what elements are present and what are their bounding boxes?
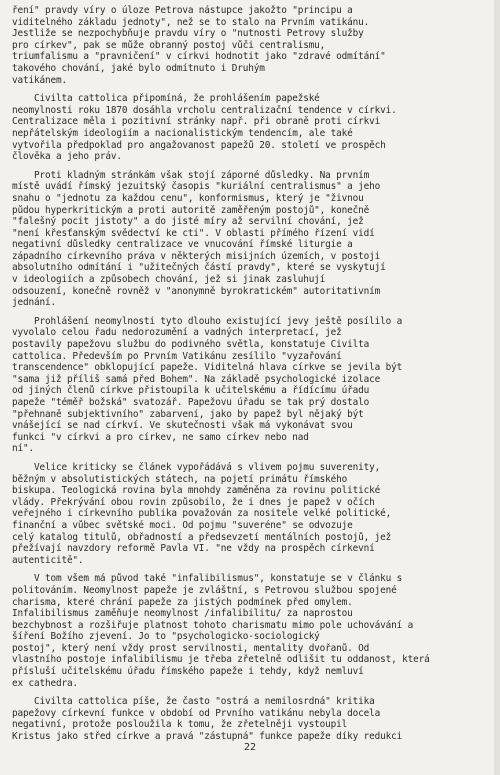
text-line: šíření Božího zjevení. Jo to "psychologicko-sociologický xyxy=(12,631,320,643)
text-line: snahu o "jednotu za každou cenu", konformismus, který je "živnou xyxy=(12,192,364,204)
text-line: "přehnaně subjektivního" zabarvení, jako by papež byl nějaký být xyxy=(12,408,364,420)
text-line: cattolica. Především po Prvním Vatikánu zesílilo "vyzařování xyxy=(12,350,342,362)
text-line: viditelného základu jednoty", než se to stalo na Prvním vatikánu. xyxy=(12,16,370,28)
text-line: běžným v absolutistických státech, na pojetí primátu římského xyxy=(12,473,348,485)
text-line: půdou hyperkritickým a proti autoritě zaměřeným postojů", konečně xyxy=(12,204,370,216)
text-line: absolutního odmítání i "užitečných částí pravdy", které se vyskytují xyxy=(12,262,386,274)
text-line: Kristus jako střed církve a pravá "zástupná" funkce papeže díky redukci xyxy=(12,731,403,743)
text-line: biskupa. Teologická rovina byla mnohdy zaměněna za rovinu politické xyxy=(12,485,381,497)
text-line: autenticitě". xyxy=(12,554,84,566)
text-line: pro církev", pak se může obranný postoj vůči centralismu, xyxy=(12,39,326,51)
text-line: Infalibilismus zaměňuje neomylnost /infalibilitu/ za naprostou xyxy=(12,608,353,620)
article-text xyxy=(12,5,488,743)
text-line: vlastního postoje infalibilismu je třeba zřetelně odlišit tu oddanost, která xyxy=(12,654,430,666)
text-line: Civilta cattolica připomíná, že prohlášením papežské xyxy=(12,93,320,105)
text-line: odsouzení, konečně rovněž v "anonymně byrokratickém" autoritativním xyxy=(12,285,381,297)
text-line: veřejného i církevního publika považován za nositele velké politické, xyxy=(12,508,392,520)
text-line: transcendence" obklopující papeže. Viditelná hlava církve se jevila být xyxy=(12,362,403,374)
text-line: V tom všem má původ také "infalibilismus", konstatuje se v článku s xyxy=(12,573,403,585)
text-line: funkci "v církvi a pro církev, ne samo církev nebo nad xyxy=(12,431,309,443)
text-line: "falešný pocit jistoty" a do jisté míry až servilní chování, jež xyxy=(12,216,364,228)
text-line: "sama již příliš samá před Bohem". Na základě psychologické izolace xyxy=(12,373,381,385)
page-edge-shadow xyxy=(494,0,500,775)
text-line: místě uvádí římský jezuitský časopis "kuriální centralismus" a jeho xyxy=(12,181,381,193)
text-line: ex cathedra. xyxy=(12,677,78,689)
text-line: vytvořila předpoklad pro angažovanost papežů 20. století ve prospěch xyxy=(12,139,386,151)
paragraph xyxy=(12,170,488,309)
text-line: Proti kladným stránkám však stojí záporné důsledky. Na prvním xyxy=(12,169,370,181)
text-line: negativní, protože posloužila k tomu, že zřetelněji vystoupil xyxy=(12,719,348,731)
text-line: vlády. Překrývání obou rovin způsobilo, že i dnes je papež v očích xyxy=(12,496,375,508)
paragraph xyxy=(12,93,488,163)
text-line: západního církevního práva v některých misijních územích, v postoji xyxy=(12,250,381,262)
text-line: přísluší učitelskému úřadu římského papeže i tehdy, když nemluví xyxy=(12,666,364,678)
text-line: člověka a jeho práv. xyxy=(12,151,122,163)
text-line: Civilta cattolica píše, že často "ostrá a nemilosrdná" kritika xyxy=(12,696,375,708)
paragraph xyxy=(12,573,488,689)
text-line: postoj", který není vždy prost servilnosti, mentality dvořanů. Od xyxy=(12,642,370,654)
text-line: ření" pravdy víry o úloze Petrova nástupce jakožto "principu a xyxy=(12,5,353,16)
text-line: Centralizace měla i pozitivní stránky např. při obraně proti církvi xyxy=(12,116,381,128)
paragraph xyxy=(12,462,488,566)
text-line: takového chování, jaké bylo odmítnuto i Druhým xyxy=(12,62,265,74)
text-line: negativní důsledky centralizace ve vnucování římské liturgie a xyxy=(12,239,353,251)
text-line: v ideologiích a způsobech chování, jež si jinak zasluhují xyxy=(12,274,326,286)
text-line: postavily papežovu službu do podivného světla, konstatuje Civilta xyxy=(12,339,370,351)
text-line: triumfalismu a "pravničení" v církvi hodnotit jako "zdravé odmítání" xyxy=(12,51,386,63)
text-line: Velice kriticky se článek vypořádává s vlivem pojmu suverenity, xyxy=(12,461,381,473)
text-line: Jestliže se nezpochybňuje pravdu víry o "nutnosti Petrovy služby xyxy=(12,28,364,40)
text-line: ní". xyxy=(12,443,34,455)
text-line: od jiných členů církve přistoupila k učitelskému a řídícímu úřadu xyxy=(12,385,370,397)
paragraph xyxy=(12,696,488,742)
text-line: vyvolalo celou řadu nedorozumění a vadných interpretací, jež xyxy=(12,327,342,339)
text-line: papežovy církevní funkce v období od Prvního vatikánu nebyla docela xyxy=(12,707,381,719)
text-line: vnášející se nad církví. Ve skutečnosti však má vykonávat svou xyxy=(12,420,353,432)
text-line: neomylnosti roku 1870 dosáhla vrcholu centralizační tendence v církvi. xyxy=(12,104,397,116)
text-line: "není křesťanským svědectví ke cti". V oblasti přímého řízení vidí xyxy=(12,227,375,239)
text-line: bezchybnost a rozšiřuje platnost tohoto charismatu mimo pole uchovávání a xyxy=(12,619,414,631)
text-line: charisma, které chrání papeže za jistých podmínek před omylem. xyxy=(12,596,353,608)
text-line: papeže "téměř božská" svatozář. Papežovu úřadu se tak prý dostalo xyxy=(12,397,370,408)
text-line: nepřátelským ideologiím a nacionalistickým tendencím, ale také xyxy=(12,127,353,139)
page-number: 22 xyxy=(243,742,257,753)
text-line: přežívají navzdory reformě Pavla VI. "ne vždy na prospěch církevní xyxy=(12,543,375,555)
text-line: jednání. xyxy=(12,297,56,309)
text-line: celý katalog titulů, obřadností a předsevzetí mentálních postojů, jež xyxy=(12,531,392,543)
paragraph xyxy=(12,5,488,86)
text-line: Prohlášení neomylnosti tyto dlouho existující jevy ještě posílilo a xyxy=(12,315,403,327)
text-line: politováním. Neomylnost papeže je zvláštní, s Petrovou službou spojené xyxy=(12,584,397,596)
text-line: vatikánem. xyxy=(12,74,67,86)
text-line: finanční a vůbec světské moci. Od pojmu "suveréne" se odvozuje xyxy=(12,519,353,531)
paragraph xyxy=(12,316,488,455)
